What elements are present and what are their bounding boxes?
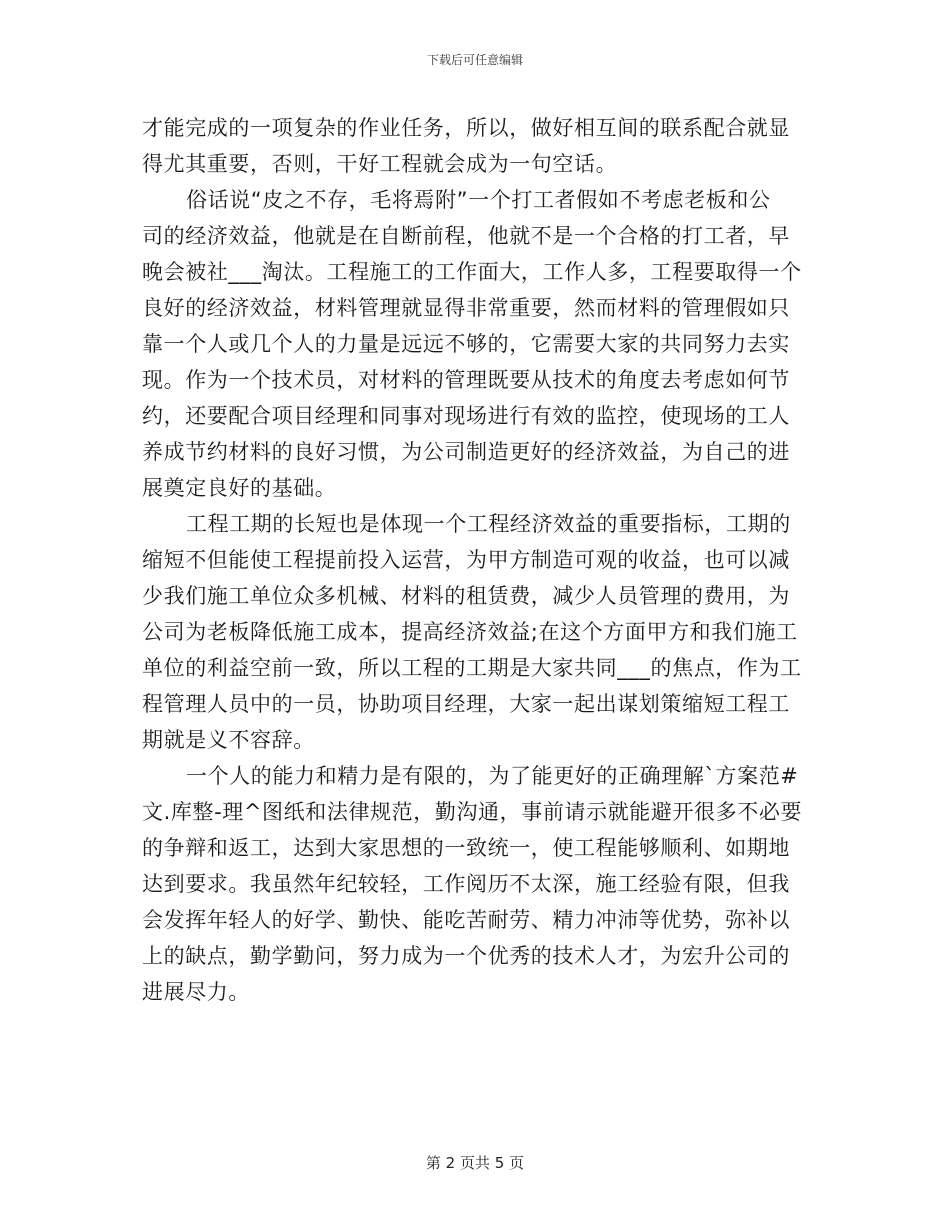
text-line: 单位的利益空前一致，所以工程的工期是大家共同___的焦点，作为工 <box>142 656 802 680</box>
text-line: 的争辩和返工，达到大家思想的一致统一，使工程能够顺利、如期地 <box>142 836 790 860</box>
text-line: 文.库整-理^图纸和法律规范，勤沟通，事前请示就能避开很多不必要 <box>142 800 803 824</box>
text-line: 会发挥年轻人的好学、勤快、能吃苦耐劳、精力冲沛等优势，弥补以 <box>142 908 790 932</box>
text-line: 工程工期的长短也是体现一个工程经济效益的重要指标，工期的 <box>186 512 791 536</box>
text-line: 一个人的能力和精力是有限的，为了能更好的正确理解`方案范# <box>186 764 799 788</box>
text-line: 期就是义不容辞。 <box>142 728 315 752</box>
text-line: 才能完成的一项复杂的作业任务，所以，做好相互间的联系配合就显 <box>142 116 790 140</box>
text-line: 达到要求。我虽然年纪较轻，工作阅历不太深，施工经验有限，但我 <box>142 872 790 896</box>
text-line: 约，还要配合项目经理和同事对现场进行有效的监控，使现场的工人 <box>142 404 790 428</box>
text-line: 程管理人员中的一员，协助项目经理，大家一起出谋划策缩短工程工 <box>142 692 790 716</box>
page-number: 第 2 页共 5 页 <box>425 1154 525 1172</box>
text-line: 良好的经济效益，材料管理就显得非常重要，然而材料的管理假如只 <box>142 296 790 320</box>
text-line: 上的缺点，勤学勤问，努力成为一个优秀的技术人才，为宏升公司的 <box>142 944 790 968</box>
paragraph-3 <box>142 506 804 758</box>
text-line: 缩短不但能使工程提前投入运营，为甲方制造可观的收益，也可以减 <box>142 548 790 572</box>
text-line: 晚会被社___淘汰。工程施工的工作面大，工作人多，工程要取得一个 <box>142 260 802 284</box>
text-line: 司的经济效益，他就是在自断前程，他就不是一个合格的打工者，早 <box>142 224 790 248</box>
text-line: 现。作为一个技术员，对材料的管理既要从技术的角度去考虑如何节 <box>142 368 790 392</box>
paragraph-4 <box>142 758 804 1010</box>
paragraph-2 <box>142 182 804 506</box>
document-body <box>142 110 804 1010</box>
paragraph-1 <box>142 110 804 182</box>
page-header: 下载后可任意编辑 <box>426 53 523 67</box>
text-line: 进展尽力。 <box>142 980 250 1004</box>
text-line: 养成节约材料的良好习惯，为公司制造更好的经济效益，为自己的进 <box>142 440 790 464</box>
text-line: 展奠定良好的基础。 <box>142 476 337 500</box>
text-line: 靠一个人或几个人的力量是远远不够的，它需要大家的共同努力去实 <box>142 332 790 356</box>
text-line: 公司为老板降低施工成本，提高经济效益;在这个方面甲方和我们施工 <box>142 620 798 644</box>
text-line: 少我们施工单位众多机械、材料的租赁费，减少人员管理的费用，为 <box>142 584 790 608</box>
text-line: 俗话说“皮之不存，毛将焉附”一个打工者假如不考虑老板和公 <box>186 188 771 212</box>
text-line: 得尤其重要，否则，干好工程就会成为一句空话。 <box>142 152 618 176</box>
